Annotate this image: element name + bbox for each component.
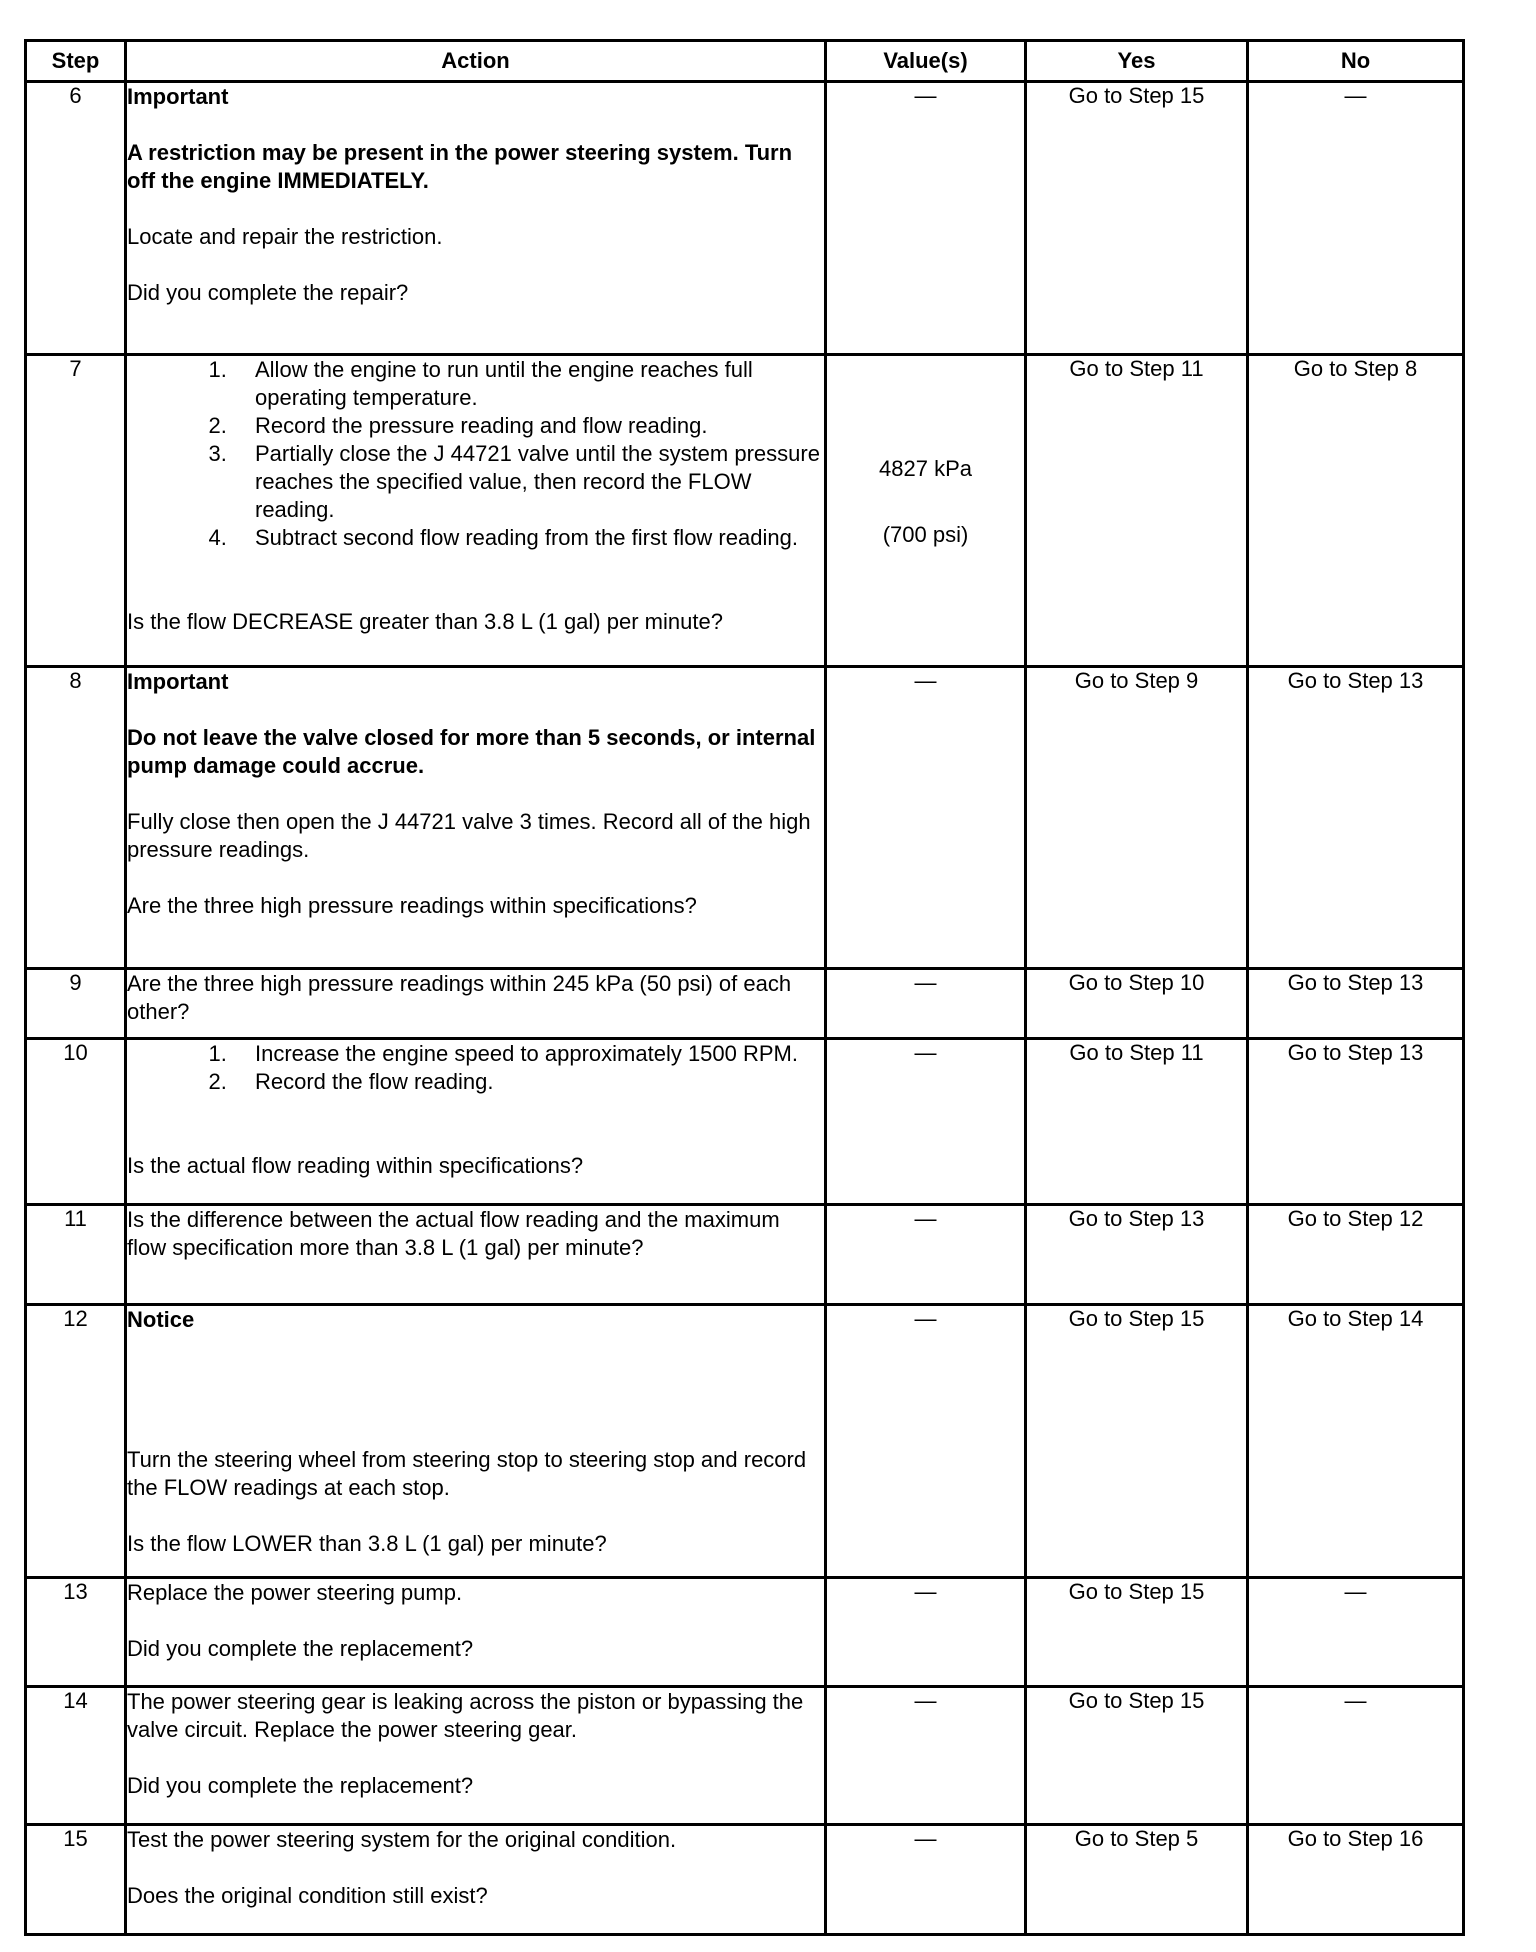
step-number: 6 [26,82,126,355]
step-number: 12 [26,1305,126,1578]
action-cell [126,1687,826,1825]
action-question: Does the original condition still exist? [127,1883,488,1908]
yes-cell: Go to Step 13 [1026,1205,1248,1305]
table-row [26,667,1464,969]
no-cell: — [1248,1687,1464,1825]
action-text: Turn the steering wheel from steering stop to steering stop and record the FLOW readings at each stop. [127,1447,807,1500]
yes-cell: Go to Step 11 [1026,355,1248,667]
header-row [26,41,1464,82]
value-cell: — [826,969,1026,1039]
value-metric: 4827 kPa [879,456,972,481]
value-imperial: (700 psi) [882,522,969,547]
value-cell: — [826,667,1026,969]
table-row [26,1305,1464,1578]
action-question: Are the three high pressure readings within specifications? [127,893,697,918]
table-row [26,1687,1464,1825]
header-no: No [1248,41,1464,82]
step-number: 11 [26,1205,126,1305]
action-cell [126,667,826,969]
value-cell: — [826,82,1026,355]
notice-label: Notice [127,1307,195,1332]
value-cell: — [826,1039,1026,1205]
action-question: Are the three high pressure readings within 245 kPa (50 psi) of each other? [127,971,792,1024]
step-number: 9 [26,969,126,1039]
header-action: Action [126,41,826,82]
no-cell: Go to Step 13 [1248,667,1464,969]
warning-text: A restriction may be present in the power steering system. Turn off the engine IMMEDIATELY. [127,140,793,193]
no-cell: Go to Step 8 [1248,355,1464,667]
yes-cell: Go to Step 11 [1026,1039,1248,1205]
table-row [26,1825,1464,1935]
table-row [26,1205,1464,1305]
action-list [127,356,824,552]
value-cell: — [826,1578,1026,1687]
action-question: Is the actual flow reading within specifications? [127,1153,584,1178]
important-label: Important [127,84,229,109]
action-cell [126,1205,826,1305]
action-text: Locate and repair the restriction. [127,224,443,249]
action-question: Is the flow DECREASE greater than 3.8 L (1 gal) per minute? [127,609,723,634]
no-cell: Go to Step 12 [1248,1205,1464,1305]
list-item: 3. Partially close the J 44721 valve until the system pressure reaches the specified value, then record the FLOW reading. [233,440,824,524]
action-text: Replace the power steering pump. [127,1580,463,1605]
list-item: 1. Allow the engine to run until the engine reaches full operating temperature. [233,356,824,412]
table-row [26,1039,1464,1205]
yes-cell: Go to Step 15 [1026,82,1248,355]
list-item: 1. Increase the engine speed to approximately 1500 RPM. [233,1040,824,1068]
action-cell [126,1039,826,1205]
action-cell [126,355,826,667]
warning-text: Do not leave the valve closed for more than 5 seconds, or internal pump damage could accrue. [127,725,816,778]
step-number: 13 [26,1578,126,1687]
header-values: Value(s) [826,41,1026,82]
action-question: Did you complete the replacement? [127,1773,474,1798]
action-cell [126,969,826,1039]
action-cell [126,1825,826,1935]
action-text: Test the power steering system for the original condition. [127,1827,677,1852]
action-question: Is the difference between the actual flow reading and the maximum flow specification more than 3.8 L (1 gal) per minute? [127,1207,780,1260]
no-cell: — [1248,82,1464,355]
no-cell: Go to Step 13 [1248,1039,1464,1205]
action-cell [126,1305,826,1578]
action-cell [126,82,826,355]
value-cell: — [826,1305,1026,1578]
important-label: Important [127,669,229,694]
value-cell: — [826,1205,1026,1305]
no-cell: Go to Step 16 [1248,1825,1464,1935]
header-yes: Yes [1026,41,1248,82]
yes-cell: Go to Step 9 [1026,667,1248,969]
list-item: 4. Subtract second flow reading from the first flow reading. [233,524,824,552]
table-row [26,1578,1464,1687]
yes-cell: Go to Step 15 [1026,1305,1248,1578]
diagnostic-table [24,39,1465,1936]
action-text: The power steering gear is leaking across the piston or bypassing the valve circuit. Replace the power steering gear. [127,1689,804,1742]
action-question: Did you complete the repair? [127,280,409,305]
value-cell: — [826,1687,1026,1825]
yes-cell: Go to Step 15 [1026,1687,1248,1825]
value-cell [826,355,1026,667]
step-number: 15 [26,1825,126,1935]
step-number: 7 [26,355,126,667]
no-cell: — [1248,1578,1464,1687]
table-row [26,969,1464,1039]
step-number: 8 [26,667,126,969]
list-item: 2. Record the flow reading. [233,1068,824,1096]
action-question: Did you complete the replacement? [127,1636,474,1661]
table-row [26,355,1464,667]
list-item: 2. Record the pressure reading and flow reading. [233,412,824,440]
action-question: Is the flow LOWER than 3.8 L (1 gal) per minute? [127,1531,607,1556]
step-number: 14 [26,1687,126,1825]
value-cell: — [826,1825,1026,1935]
action-cell [126,1578,826,1687]
no-cell: Go to Step 13 [1248,969,1464,1039]
header-step: Step [26,41,126,82]
action-text: Fully close then open the J 44721 valve 3 times. Record all of the high pressure readings. [127,809,811,862]
table-row [26,82,1464,355]
action-list [127,1040,824,1096]
no-cell: Go to Step 14 [1248,1305,1464,1578]
yes-cell: Go to Step 10 [1026,969,1248,1039]
yes-cell: Go to Step 15 [1026,1578,1248,1687]
step-number: 10 [26,1039,126,1205]
yes-cell: Go to Step 5 [1026,1825,1248,1935]
